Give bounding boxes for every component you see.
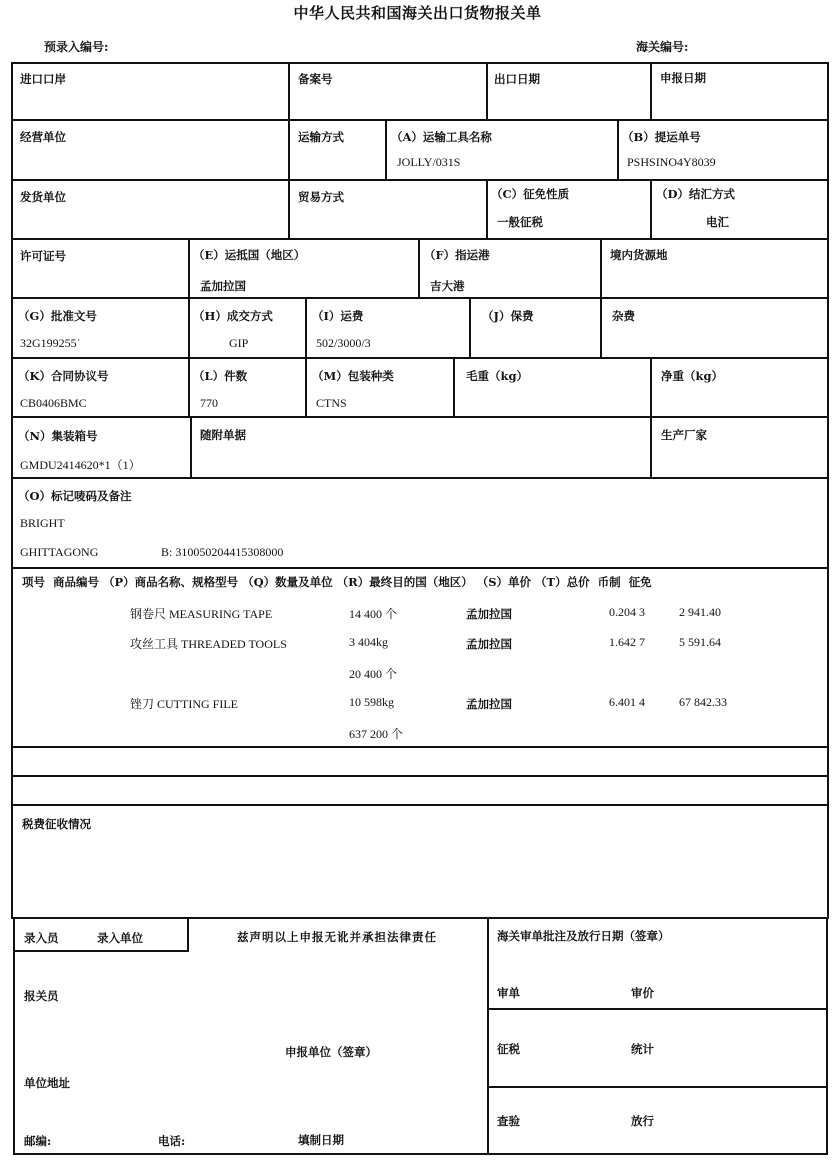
freight-label: （I）运费: [312, 309, 364, 323]
goods-unit-price: 0.204 3: [609, 605, 645, 619]
inspection-label: 查验: [497, 1114, 520, 1128]
package-type-field[interactable]: CTNS: [316, 396, 347, 410]
marks-line-1: BRIGHT: [20, 516, 65, 530]
grid-line: [187, 917, 189, 952]
goods-name: 钢卷尺 MEASURING TAPE: [130, 607, 273, 621]
levy-tax-label: 征税: [497, 1042, 520, 1056]
goods-qty: 20 400 个: [349, 667, 398, 681]
transport-mode-label: 运输方式: [298, 130, 344, 144]
grid-line: [11, 746, 829, 748]
grid-line: [11, 62, 13, 918]
broker-label: 报关员: [24, 989, 59, 1003]
net-weight-label: 净重（kg）: [661, 369, 724, 383]
grid-line: [11, 567, 829, 569]
settlement-field[interactable]: 电汇: [706, 215, 729, 229]
goods-name: 锉刀 CUTTING FILE: [130, 697, 238, 711]
export-port-label: 进口口岸: [20, 72, 66, 86]
grid-line: [617, 119, 619, 180]
grid-line: [188, 357, 190, 417]
marks-label: （O）标记唛码及备注: [18, 489, 132, 503]
packages-label: （L）件数: [193, 369, 248, 383]
grid-line: [487, 1086, 828, 1088]
declaration-text: 兹声明以上申报无讹并承担法律责任: [237, 930, 437, 944]
goods-total: 5 591.64: [679, 635, 721, 649]
grid-line: [288, 119, 290, 180]
form-title: 中华人民共和国海关出口货物报关单: [293, 4, 542, 22]
marks-line-2b: B: 310050204415308000: [161, 545, 284, 559]
grid-line: [11, 119, 829, 121]
grid-line: [305, 297, 307, 358]
contract-no-label: （K）合同协议号: [18, 369, 109, 383]
grid-line: [11, 179, 829, 181]
dest-port-label: （F）指运港: [424, 248, 490, 262]
transport-name-field[interactable]: JOLLY/031S: [397, 155, 461, 169]
grid-line: [305, 357, 307, 417]
unit-address-label: 单位地址: [24, 1076, 70, 1090]
bill-no-field[interactable]: PSHSINO4Y8039: [627, 155, 716, 169]
deal-mode-field[interactable]: GIP: [229, 336, 249, 350]
consignor-label: 发货单位: [20, 190, 66, 204]
license-no-label: 许可证号: [20, 249, 66, 263]
grid-line: [11, 238, 829, 240]
goods-country: 孟加拉国: [466, 637, 512, 651]
grid-line: [385, 119, 387, 180]
bill-no-label: （B）提运单号: [622, 130, 701, 144]
goods-country: 孟加拉国: [466, 607, 512, 621]
fill-date-label: 填制日期: [298, 1133, 344, 1147]
grid-line: [469, 297, 471, 358]
grid-line: [453, 357, 455, 417]
goods-qty: 3 404kg: [349, 635, 388, 649]
grid-line: [288, 179, 290, 239]
review-doc-label: 审单: [497, 986, 520, 1000]
gross-weight-label: 毛重（kg）: [466, 369, 529, 383]
grid-line: [11, 804, 829, 806]
container-no-label: （N）集装箱号: [18, 429, 98, 443]
goods-total: 2 941.40: [679, 605, 721, 619]
domestic-source-label: 境内货源地: [610, 248, 668, 262]
statistics-label: 统计: [631, 1042, 654, 1056]
pre-entry-no-label: 预录入编号:: [44, 40, 109, 54]
dest-country-field[interactable]: 孟加拉国: [200, 279, 246, 293]
review-price-label: 审价: [631, 986, 654, 1000]
customs-no-label: 海关编号:: [636, 40, 689, 54]
manufacturer-label: 生产厂家: [661, 428, 707, 442]
settlement-label: （D）结汇方式: [656, 187, 735, 201]
grid-line: [288, 62, 290, 120]
entry-unit-label: 录入单位: [97, 931, 143, 945]
container-no-field[interactable]: GMDU2414620*1（1）: [20, 458, 141, 472]
grid-line: [190, 416, 192, 478]
grid-line: [650, 416, 652, 478]
export-date-label: 出口日期: [494, 72, 540, 86]
grid-line: [486, 62, 488, 120]
trade-mode-label: 贸易方式: [298, 190, 344, 204]
grid-line: [650, 179, 652, 239]
grid-line: [418, 238, 420, 298]
grid-line: [13, 950, 189, 952]
grid-line: [486, 179, 488, 239]
grid-line: [487, 1008, 828, 1010]
grid-line: [11, 297, 829, 299]
grid-line: [188, 238, 190, 298]
grid-line: [600, 297, 602, 358]
insurance-label: （J）保费: [482, 309, 534, 323]
goods-qty: 637 200 个: [349, 727, 404, 741]
grid-line: [188, 297, 190, 358]
grid-line: [11, 775, 829, 777]
entry-clerk-label: 录入员: [24, 931, 59, 945]
misc-fee-label: 杂费: [612, 309, 635, 323]
approval-no-field[interactable]: 32G199255˙: [20, 336, 81, 350]
grid-line: [600, 238, 602, 298]
grid-line: [11, 62, 829, 64]
grid-line: [11, 357, 829, 359]
goods-total: 67 842.33: [679, 695, 727, 709]
marks-line-2a: GHITTAGONG: [20, 545, 99, 559]
approval-no-label: （G）批准文号: [18, 309, 97, 323]
declaring-unit-label: 申报单位（签章）: [285, 1045, 377, 1059]
attached-docs-label: 随附单据: [200, 428, 246, 442]
goods-qty: 14 400 个: [349, 607, 398, 621]
record-no-label: 备案号: [298, 72, 333, 86]
levy-nature-label: （C）征免性质: [491, 187, 570, 201]
deal-mode-label: （H）成交方式: [193, 309, 273, 323]
packages-field[interactable]: 770: [200, 396, 218, 410]
goods-country: 孟加拉国: [466, 697, 512, 711]
grid-line: [13, 917, 15, 1154]
grid-line: [826, 917, 828, 1154]
dest-port-field[interactable]: 吉大港: [430, 279, 465, 293]
grid-line: [13, 1153, 828, 1155]
transport-name-label: （A）运输工具名称: [391, 130, 492, 144]
grid-line: [11, 477, 829, 479]
grid-line: [650, 62, 652, 120]
freight-field[interactable]: 502/3000/3: [316, 336, 371, 350]
grid-line: [827, 62, 829, 918]
operating-unit-label: 经营单位: [20, 130, 66, 144]
grid-line: [650, 357, 652, 417]
goods-unit-price: 6.401 4: [609, 695, 645, 709]
goods-header: 项号 商品编号 （P）商品名称、规格型号 （Q）数量及单位 （R）最终目的国（地区） （S）单价 （T）总价 币制 征免: [22, 575, 652, 589]
release-label: 放行: [631, 1114, 654, 1128]
grid-line: [11, 917, 829, 919]
goods-unit-price: 1.642 7: [609, 635, 645, 649]
dest-country-label: （E）运抵国（地区）: [193, 248, 306, 262]
tax-label: 税费征收情况: [22, 817, 91, 831]
package-type-label: （M）包装种类: [312, 369, 394, 383]
levy-nature-field[interactable]: 一般征税: [497, 215, 543, 229]
contract-no-field[interactable]: CB0406BMC: [20, 396, 87, 410]
customs-approval-label: 海关审单批注及放行日期（签章）: [497, 929, 670, 943]
goods-name: 攻丝工具 THREADED TOOLS: [130, 637, 287, 651]
goods-qty: 10 598kg: [349, 695, 394, 709]
declare-date-label: 申报日期: [660, 71, 706, 85]
grid-line: [11, 416, 829, 418]
grid-line: [487, 917, 489, 1154]
phone-label: 电话:: [158, 1134, 186, 1148]
postcode-label: 邮编:: [24, 1134, 52, 1148]
